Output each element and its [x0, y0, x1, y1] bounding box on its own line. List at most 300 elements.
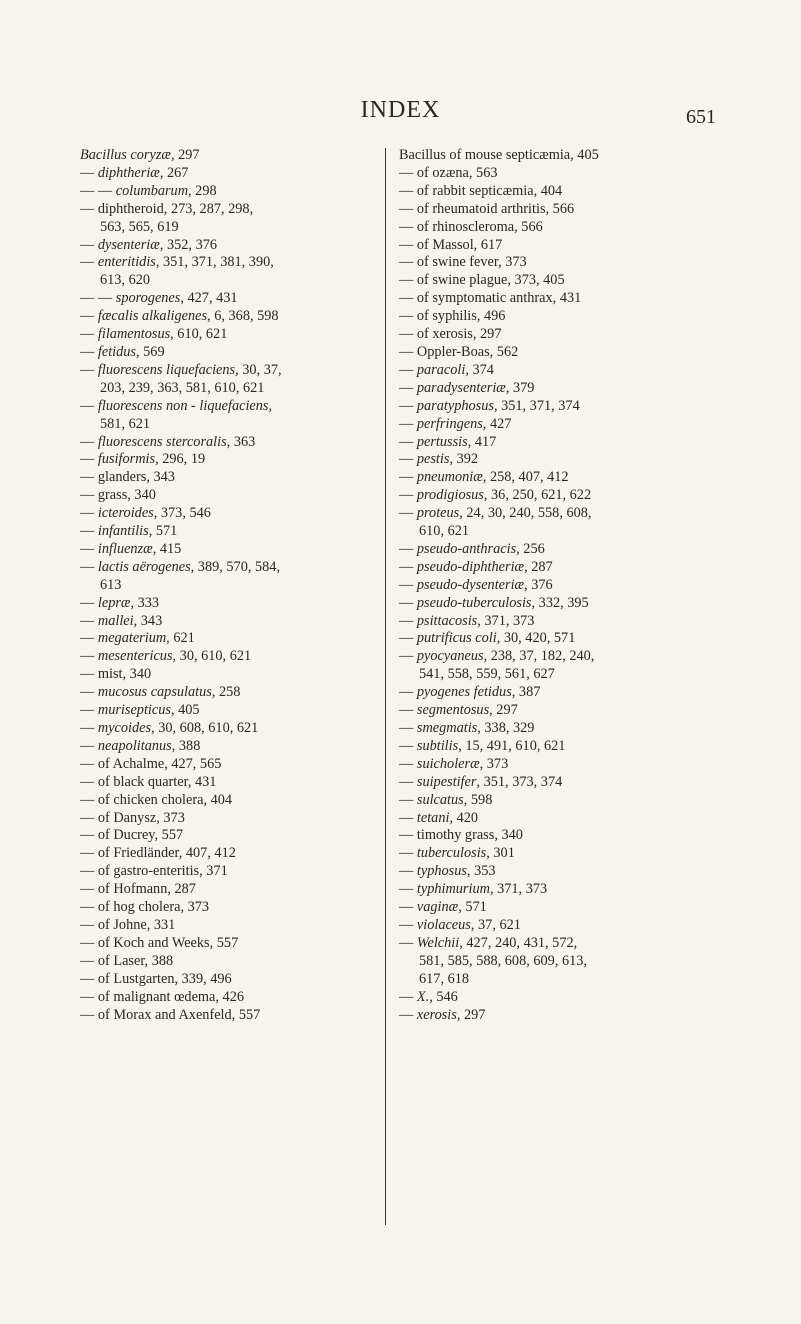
entry-locators: , 256 — [516, 540, 545, 557]
entry-locators: , 296, 19 — [155, 451, 206, 468]
entry-term: fluorescens stercoralis — [97, 433, 227, 450]
index-entry — [80, 953, 375, 971]
entry-locators: , 371 — [199, 863, 228, 880]
index-entry — [399, 738, 721, 756]
entry-term: of Danysz — [97, 809, 157, 826]
index-entry — [399, 684, 721, 702]
index-entry-continuation: 617, 618 — [419, 970, 470, 987]
index-entry — [80, 290, 375, 308]
entry-term: of Morax and Axenfeld — [97, 1006, 232, 1023]
index-entry — [399, 416, 721, 434]
entry-dash: — — [399, 254, 417, 271]
entry-locators: , 343 — [146, 469, 175, 486]
entry-dash: — — [399, 487, 417, 504]
entry-dash: — — [80, 236, 98, 253]
index-entry — [80, 881, 375, 899]
entry-term: icteroides — [97, 505, 154, 522]
entry-dash: — — [399, 343, 417, 360]
entry-dash: — — [399, 290, 417, 307]
index-entry — [399, 863, 721, 881]
entry-dash: — — [80, 397, 98, 414]
entry-dash: — — [80, 702, 98, 719]
entry-locators: , 353 — [466, 863, 496, 880]
entry-term: violaceus — [416, 916, 471, 933]
entry-term: typhimurium — [416, 881, 490, 898]
entry-locators: , 496 — [476, 308, 506, 325]
entry-dash: — — [80, 433, 98, 450]
index-entry — [80, 595, 375, 613]
page-number: 651 — [686, 106, 716, 128]
index-entry — [80, 774, 375, 792]
index-entry — [80, 344, 375, 362]
index-entry — [80, 899, 375, 917]
entry-dash: — — [399, 809, 417, 826]
index-entry — [399, 326, 721, 344]
entry-term: paratyphosus — [416, 397, 494, 414]
index-entry — [80, 487, 375, 505]
entry-term: mycoides — [97, 720, 152, 736]
entry-dash: — — [399, 415, 417, 432]
entry-dash: — — [399, 505, 417, 522]
index-entry-continuation: 613 — [100, 576, 122, 593]
entry-locators: , 571 — [148, 523, 178, 540]
entry-locators: , 340 — [494, 827, 523, 844]
entry-dash: — — [399, 988, 417, 1005]
entry-locators: , 405 — [570, 147, 599, 163]
entry-locators: , 287 — [167, 881, 196, 898]
entry-term: pseudo-tuberculosis — [416, 594, 532, 611]
index-entry — [80, 183, 375, 201]
entry-locators: , 379 — [505, 379, 535, 396]
entry-locators: , 557 — [231, 1006, 261, 1023]
entry-locators: , 338, 329 — [477, 720, 535, 736]
entry-term: paradysenteriæ — [416, 379, 506, 396]
entry-locators: , 339, 496 — [174, 970, 232, 987]
entry-term: putrificus coli — [416, 630, 497, 647]
index-entry — [80, 756, 375, 774]
page-title: INDEX — [360, 97, 441, 123]
entry-term: of Johne — [97, 916, 147, 933]
entry-dash: — — [399, 594, 417, 611]
entry-term: mallei — [97, 612, 134, 629]
entry-dash: — — [399, 1006, 417, 1023]
entry-term: segmentosus — [416, 702, 490, 719]
entry-dash: — — [80, 487, 98, 504]
entry-dash: — — [80, 558, 98, 575]
entry-term: vaginæ — [416, 899, 459, 916]
entry-locators: , 546 — [429, 988, 458, 1005]
index-entry — [399, 272, 721, 290]
index-entry — [399, 398, 721, 416]
entry-term: mucosus capsulatus — [97, 684, 212, 701]
entry-locators: , 30, 610, 621 — [172, 648, 252, 665]
entry-dash: — — [399, 272, 417, 289]
index-column-right — [399, 147, 721, 1024]
entry-term: of Ducrey — [97, 827, 155, 844]
entry-dash: — — [80, 845, 98, 862]
entry-locators: , 332, 395 — [531, 594, 589, 611]
index-entry — [399, 595, 721, 613]
entry-locators: , 374 — [465, 361, 494, 378]
entry-term: typhosus — [416, 863, 467, 880]
entry-locators: , 621 — [166, 630, 195, 647]
index-entry — [399, 451, 721, 469]
index-column-left — [80, 147, 375, 1024]
entry-dash: — — [399, 720, 417, 736]
entry-locators: , 340 — [122, 666, 152, 683]
index-entry — [399, 845, 721, 863]
entry-locators: , 373 — [180, 899, 210, 916]
entry-term: lepræ — [97, 594, 131, 611]
entry-locators: , 387 — [511, 684, 541, 701]
entry-locators: , 404 — [203, 791, 233, 808]
entry-dash: — — [80, 737, 98, 754]
entry-term: lactis aërogenes — [97, 558, 191, 575]
index-entry — [399, 774, 721, 792]
index-entry — [399, 237, 721, 255]
entry-term: of rheumatoid arthritis — [416, 200, 546, 217]
index-entry — [399, 989, 721, 1007]
entry-dash: — — [80, 791, 98, 808]
entry-dash: — — [80, 343, 98, 360]
entry-locators: , 287 — [524, 558, 553, 575]
entry-dash: — — [399, 308, 417, 325]
entry-dash: — — [399, 916, 417, 933]
entry-term: columbarum — [115, 182, 189, 199]
index-entry — [399, 541, 721, 559]
entry-dash: — — [80, 755, 98, 772]
index-entry — [399, 792, 721, 810]
index-entry — [399, 899, 721, 917]
index-entry — [399, 487, 721, 505]
index-entry — [80, 630, 375, 648]
entry-dash: — — [399, 164, 417, 181]
entry-term: pertussis — [416, 433, 468, 450]
entry-locators: , 30, 608, 610, 621 — [151, 720, 259, 736]
index-entry — [399, 344, 721, 362]
entry-term: paracoli — [416, 361, 466, 378]
index-entry-continuation: 610, 621 — [419, 523, 470, 540]
index-entry — [80, 362, 375, 380]
entry-term: of Lustgarten — [97, 970, 175, 987]
entry-term: mesentericus — [97, 648, 173, 665]
entry-locators: , 420 — [449, 809, 479, 826]
entry-term: pyogenes fetidus — [416, 684, 512, 701]
entry-dash: — — [399, 182, 417, 199]
entry-term: of gastro-enteritis — [97, 863, 200, 880]
index-entry — [80, 398, 375, 416]
index-entry — [80, 738, 375, 756]
index-entry — [399, 362, 721, 380]
entry-dash: — — [80, 827, 98, 844]
entry-term: of swine plague — [416, 272, 508, 289]
entry-dash: — — [80, 970, 98, 987]
index-entry — [80, 469, 375, 487]
entry-dash: — — [80, 952, 98, 969]
index-entry — [80, 684, 375, 702]
entry-locators: , 563 — [468, 164, 498, 181]
entry-locators: , 562 — [489, 343, 519, 360]
index-entry — [80, 1007, 375, 1025]
entry-locators: , 566 — [514, 218, 543, 235]
entry-locators: , 376 — [524, 576, 553, 593]
entry-dash: — — [399, 379, 417, 396]
entry-locators: , 273, 287, 298, — [163, 200, 254, 217]
index-entry — [399, 201, 721, 219]
index-entry — [80, 863, 375, 881]
entry-dash: — — [80, 308, 98, 325]
index-entry-continuation: 613, 620 — [100, 272, 151, 289]
entry-term: neapolitanus — [97, 737, 172, 754]
index-entry-continuation: 581, 585, 588, 608, 609, 613, — [419, 952, 587, 969]
entry-term: influenzæ — [97, 540, 153, 557]
entry-locators: , 15, 491, 610, 621 — [458, 737, 566, 754]
entry-term: pseudo-dysenteriæ — [416, 576, 525, 593]
entry-dash: — — [80, 666, 98, 683]
entry-term: pyocyaneus — [416, 648, 484, 665]
index-entry — [399, 380, 721, 398]
entry-term: of hog cholera — [97, 899, 181, 916]
entry-locators: , 407, 412 — [178, 845, 236, 862]
entry-dash: — — [399, 881, 417, 898]
entry-dash: — — [80, 451, 98, 468]
entry-dash: — — [399, 845, 417, 862]
entry-dash: — — [399, 684, 417, 701]
index-entry — [399, 720, 721, 738]
entry-term: diphtheriæ — [97, 164, 160, 181]
index-entry — [399, 219, 721, 237]
index-entry — [80, 559, 375, 577]
entry-term: mist — [97, 666, 123, 683]
index-entry — [399, 183, 721, 201]
entry-term: Bacillus of mouse septicæmia — [399, 147, 571, 163]
index-entry-continuation: 541, 558, 559, 561, 627 — [419, 666, 555, 683]
index-entry — [80, 935, 375, 953]
entry-dash: — — [80, 648, 98, 665]
entry-dash: — — [80, 934, 98, 951]
entry-locators: , 427 — [482, 415, 512, 432]
entry-term: of rabbit septicæmia — [416, 182, 534, 199]
entry-locators: , 371, 373 — [477, 612, 535, 629]
entry-locators: , 363 — [226, 433, 256, 450]
entry-locators: , 571 — [458, 899, 487, 916]
index-entry — [399, 505, 721, 523]
index-entry — [399, 756, 721, 774]
entry-dash: — — [80, 540, 98, 557]
entry-term: pseudo-anthracis — [416, 540, 517, 557]
entry-dash: — — [80, 863, 98, 880]
entry-locators: , 373 — [156, 809, 185, 826]
entry-dash: — — [80, 200, 98, 217]
index-entry — [399, 165, 721, 183]
entry-dash: — — [80, 684, 98, 701]
entry-locators: , 238, 37, 182, 240, — [483, 648, 595, 665]
column-divider — [385, 148, 386, 1225]
index-entry — [80, 308, 375, 326]
entry-dash: — — [399, 934, 417, 951]
entry-dash: — — [399, 773, 417, 790]
entry-term: Bacillus coryzæ — [80, 147, 171, 163]
entry-dash: — — [399, 648, 417, 665]
entry-locators: , 30, 420, 571 — [496, 630, 576, 647]
entry-term: xerosis — [416, 1006, 457, 1023]
entry-term: of Friedländer — [97, 845, 179, 862]
index-entry — [399, 147, 721, 165]
entry-term: Oppler-Boas — [416, 343, 490, 360]
entry-locators: , 373 — [498, 254, 527, 271]
entry-dash: — — — [80, 290, 116, 307]
entry-locators: , 30, 37, — [235, 361, 282, 378]
entry-locators: , 267 — [159, 164, 189, 181]
entry-dash: — — [80, 916, 98, 933]
index-entry — [80, 917, 375, 935]
entry-term: of syphilis — [416, 308, 477, 325]
entry-dash: — — [80, 612, 98, 629]
entry-dash: — — [80, 594, 98, 611]
entry-dash: — — [399, 397, 417, 414]
entry-dash: — — [399, 451, 417, 468]
entry-locators: , 557 — [209, 934, 239, 951]
entry-locators: , 566 — [545, 200, 575, 217]
entry-dash: — — [80, 720, 98, 736]
index-entry — [80, 147, 375, 165]
entry-term: of Koch and Weeks — [97, 934, 210, 951]
entry-term: of symptomatic anthrax — [416, 290, 553, 307]
entry-locators: , 36, 250, 621, 622 — [483, 487, 592, 504]
entry-term: timothy grass — [416, 827, 495, 844]
entry-term: sulcatus — [416, 791, 464, 808]
index-entry — [399, 469, 721, 487]
entry-term: subtilis — [416, 737, 459, 754]
entry-dash: — — [399, 558, 417, 575]
index-entry — [80, 810, 375, 828]
index-entry — [80, 792, 375, 810]
index-entry — [399, 254, 721, 272]
entry-term: megaterium — [97, 630, 167, 647]
entry-term: of black quarter — [97, 773, 188, 790]
entry-locators: , 427, 431 — [180, 290, 238, 307]
entry-term: of Laser — [97, 952, 145, 969]
entry-term: of Achalme — [97, 755, 165, 772]
entry-term: perfringens — [416, 415, 483, 432]
index-entry — [80, 845, 375, 863]
entry-dash: — — [80, 469, 98, 486]
entry-locators: , 373 — [479, 755, 509, 772]
index-entry — [399, 648, 721, 666]
entry-locators: , 297 — [170, 147, 200, 163]
entry-term: smegmatis — [416, 720, 478, 736]
entry-dash: — — [399, 737, 417, 754]
entry-locators: , 351, 371, 381, 390, — [155, 254, 274, 271]
entry-locators: , 298 — [188, 182, 217, 199]
entry-dash: — — [399, 218, 417, 235]
entry-locators: , — [268, 397, 273, 414]
entry-dash: — — — [80, 182, 116, 199]
entry-dash: — — [399, 827, 417, 844]
index-entry-continuation: 203, 239, 363, 581, 610, 621 — [100, 379, 265, 396]
index-entry — [80, 827, 375, 845]
entry-term: dysenteriæ — [97, 236, 160, 253]
entry-dash: — — [399, 702, 417, 719]
entry-locators: , 333 — [130, 594, 160, 611]
index-entry — [80, 201, 375, 219]
index-entry — [80, 237, 375, 255]
index-entry — [399, 1007, 721, 1025]
entry-term: of swine fever — [416, 254, 499, 271]
entry-term: tuberculosis — [416, 845, 487, 862]
entry-dash: — — [399, 612, 417, 629]
entry-locators: , 373, 546 — [153, 505, 211, 522]
index-entry — [80, 434, 375, 452]
index-entry — [399, 290, 721, 308]
entry-dash: — — [399, 361, 417, 378]
entry-locators: , 617 — [473, 236, 503, 253]
index-entry — [80, 254, 375, 272]
index-entry — [399, 630, 721, 648]
entry-dash: — — [399, 236, 417, 253]
entry-locators: , 258, 407, 412 — [482, 469, 569, 486]
entry-locators: , 417 — [467, 433, 497, 450]
index-entry — [399, 702, 721, 720]
index-entry — [80, 326, 375, 344]
index-entry — [399, 577, 721, 595]
index-entry — [80, 702, 375, 720]
entry-locators: , 340 — [127, 487, 156, 504]
entry-locators: , 352, 376 — [159, 236, 218, 253]
entry-locators: , 351, 371, 374 — [493, 397, 580, 414]
entry-dash: — — [399, 540, 417, 557]
entry-locators: , 297 — [489, 702, 518, 719]
entry-dash: — — [399, 576, 417, 593]
entry-term: pestis — [416, 451, 450, 468]
entry-locators: , 404 — [533, 182, 563, 199]
entry-dash: — — [399, 200, 417, 217]
entry-term: of chicken cholera — [97, 791, 204, 808]
entry-dash: — — [80, 164, 98, 181]
entry-term: fluorescens liquefaciens — [97, 361, 236, 378]
entry-locators: , 427, 240, 431, 572, — [459, 934, 578, 951]
entry-term: sporogenes — [115, 290, 181, 307]
index-entry — [399, 881, 721, 899]
entry-dash: — — [80, 899, 98, 916]
index-entry — [80, 505, 375, 523]
entry-term: of xerosis — [416, 326, 473, 343]
entry-locators: , 389, 570, 584, — [190, 558, 281, 575]
index-entry — [80, 971, 375, 989]
index-entry — [80, 666, 375, 684]
entry-term: murisepticus — [97, 702, 171, 719]
entry-term: psittacosis — [416, 612, 478, 629]
entry-locators: , 598 — [463, 791, 493, 808]
entry-dash: — — [80, 523, 98, 540]
entry-term: tetani — [416, 809, 450, 826]
entry-locators: , 351, 373, 374 — [476, 773, 563, 790]
entry-locators: , 405 — [170, 702, 200, 719]
entry-locators: , 392 — [449, 451, 479, 468]
index-entry — [399, 935, 721, 953]
entry-term: enteritidis — [97, 254, 156, 271]
entry-term: infantilis — [97, 523, 149, 540]
index-entry — [80, 720, 375, 738]
entry-locators: , 343 — [133, 612, 163, 629]
entry-term: of malignant œdema — [97, 988, 216, 1005]
index-entry — [399, 613, 721, 631]
entry-dash: — — [399, 863, 417, 880]
entry-locators: , 388 — [171, 737, 201, 754]
entry-term: fluorescens non - liquefaciens — [97, 397, 269, 414]
index-entry — [399, 810, 721, 828]
entry-locators: , 331 — [146, 916, 176, 933]
